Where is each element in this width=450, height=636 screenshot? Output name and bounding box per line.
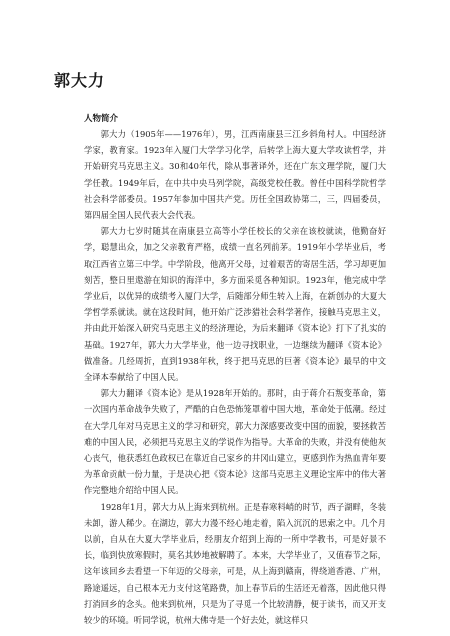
paragraph: 郭大力七岁时随其在南康县立高等小学任校长的父亲在该校就读，他勤奋好学，聪慧出众，加之父亲教育严格，成绩一直名列前茅。1919年小学毕业后，考取江西省立第三中学。中学阶段，他离开父母，过着艰苦的寄居生活，学习却更加刻苦，整日里遨游在知识的海洋中，多方面采觅各种知识。1923年，他完成中学学业后，以优异的成绩考入厦门大学，后随部分师生转入上海，在新创办的大夏大学哲学系就读。就在这段时间，他开始广泛涉猎社会科学著作，接触马克思主义，并由此开始深入研究马克思主义的经济理论，为后来翻译《资本论》打下了扎实的基础。1927年，郭大力大学毕业，他一边寻找职业，一边继续为翻译《资本论》做准备。几经周折，直到1938年秋，终于把马克思的巨著《资本论》最早的中文全译本奉献给了中国人民。 <box>84 226 386 383</box>
paragraph: 郭大力（1905年——1976年），男，江西南康县三江乡斜角村人。中国经济学家，教育家。1923年入厦门大学学习化学，后转学上海大夏大学攻读哲学，并开始研究马克思主义。30和40年代，除从事著译外，还在广东文理学院，厦门大学任教。1949年后，在中共中央马列学院，高级党校任教。曾任中国科学院哲学社会科学部委员。1957年参加中国共产党。历任全国政协第二，三，四届委员，第四届全国人民代表大会代表。 <box>84 129 386 221</box>
body-text <box>84 126 386 628</box>
paragraph: 郭大力翻译《资本论》是从1928年开始的。那时，由于蒋介石叛变革命，第一次国内革命战争失败了，严酷的白色恐怖笼罩着中国大地，革命处于低潮。经过在大学几年对马克思主义的学习和研究，郭大力深感要改变中国的面貌，要拯救苦难的中国人民，必须把马克思主义的学说作为指导。大革命的失败，并没有使他灰心丧气，他获悉红色政权已在靠近自己家乡的井冈山建立，更感到作为热血青年要为革命贡献一份力量，于是决心把《资本论》这部马克思主义理论宝库中的伟大著作完整地介绍给中国人民。 <box>84 388 386 496</box>
page-title: 郭大力 <box>54 71 106 90</box>
paragraph: 1928年1月，郭大力从上海来到杭州。正是春寒料峭的时节，西子湖畔，冬装未卸，游人稀少。在湖边，郭大力漫不经心地走着，陷入沉沉的思索之中。几个月以前，自从在大夏大学毕业后，经朋友介绍到上海的一所中学教书，可是好景不长，临到快放寒假时，莫名其妙地被解聘了。本来，大学毕业了，又值春节之际，这年该回乡去看望一下年迈的父母亲，可是，从上海到赣南，得绕道香港、广州，路途遥远，自己根本无力支付这笔路费，加上春节后的生活还无着落，因此他只得打消回乡的念头。他来到杭州，只是为了寻觅一个比较清静，便于读书，而又开支较少的环境。听同学说，杭州大佛寺是一个好去处，就这样只 <box>84 501 386 626</box>
section-heading: 人物简介 <box>84 114 119 124</box>
